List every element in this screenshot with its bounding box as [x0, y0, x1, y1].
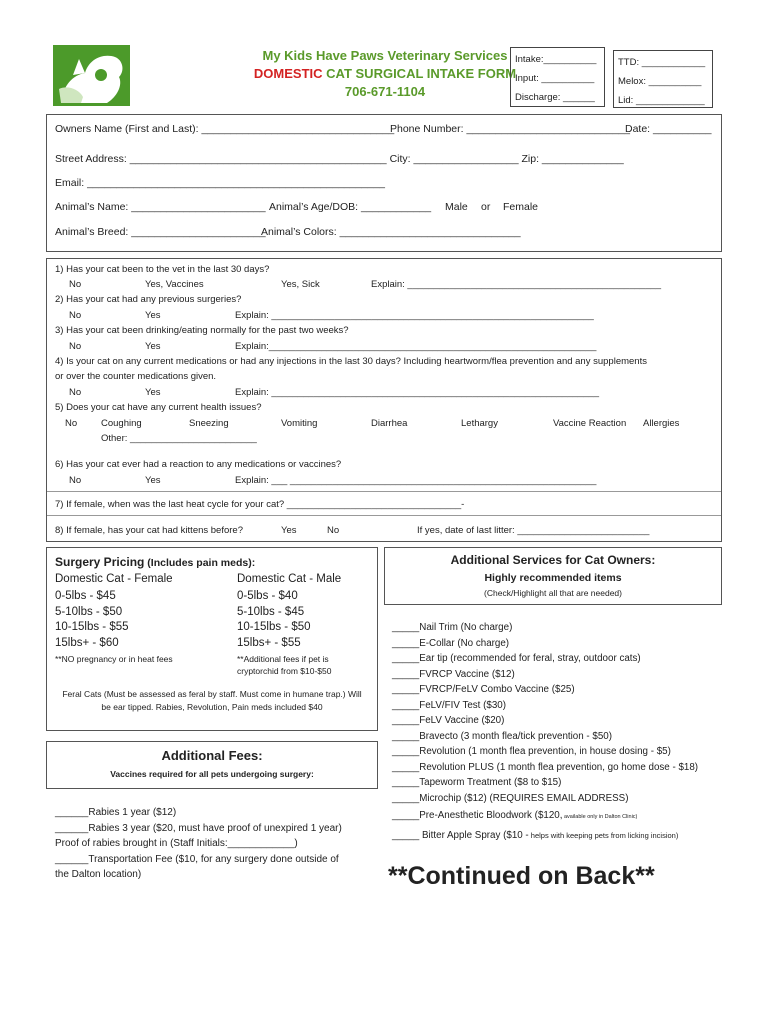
male-note: **Additional fees if pet is cryptorchid from $10-$50 [237, 654, 332, 676]
ttd-field[interactable]: TTD: ____________ [618, 57, 706, 68]
felv-vaccine-item[interactable]: _____FeLV Vaccine ($20) [392, 715, 505, 726]
sex-male-option[interactable]: Male [445, 201, 468, 213]
fvrcp-felv-combo-item[interactable]: _____FVRCP/FeLV Combo Vaccine ($25) [392, 684, 575, 695]
owner-name-field[interactable]: Owners Name (First and Last): _________________________________ [55, 123, 395, 135]
q4-no-option[interactable]: No [69, 387, 82, 398]
male-pricing-heading: Domestic Cat - Male [237, 573, 342, 585]
lid-field[interactable]: Lid: _____________ [618, 95, 705, 106]
revolution-plus-item[interactable]: _____Revolution PLUS (1 month flea prevention, go home dose - $18) [392, 761, 699, 773]
e-collar-item[interactable]: _____E-Collar (No charge) [392, 637, 510, 649]
q5-no-option[interactable]: No [65, 418, 78, 429]
bloodwork-item[interactable] [392, 808, 698, 826]
q8-yes-option[interactable]: Yes [281, 525, 297, 536]
divider [47, 515, 721, 516]
ear-tip-item[interactable]: _____Ear tip (recommended for feral, stray, outdoor cats) [392, 653, 641, 664]
date-field[interactable]: Date: __________ [625, 123, 712, 135]
q6-explain-field[interactable]: Explain: ___ __________________________________________________________ [235, 475, 597, 486]
felv-fiv-test-item[interactable]: _____FeLV/FIV Test ($30) [392, 699, 506, 711]
q6-no-option[interactable]: No [69, 475, 82, 486]
surgery-pricing-section [46, 547, 378, 731]
additional-fees-title: Additional Fees: [161, 748, 263, 763]
staff-box-intake [510, 47, 605, 107]
feral-cat-note: Feral Cats (Must be assessed as feral by staff. Must come in humane trap.) Will be ear tipped. Rabies, Revolution, Pain meds included $40 [62, 689, 362, 712]
form-title-domestic: DOMESTIC [253, 66, 323, 81]
additional-services-note: (Check/Highlight all that are needed) [484, 588, 622, 598]
input-field[interactable]: Input: __________ [515, 73, 595, 84]
q1-yes-vaccines-option[interactable]: Yes, Vaccines [145, 279, 204, 290]
male-price-item: 0-5lbs - $40 [237, 590, 298, 602]
pricing-title-sub: (Includes pain meds): [144, 557, 256, 569]
microchip-item[interactable]: _____Microchip ($12) (REQUIRES EMAIL ADDRESS) [392, 792, 629, 804]
q1-no-option[interactable]: No [69, 279, 82, 290]
fvrcp-vaccine-item[interactable]: _____FVRCP Vaccine ($12) [392, 668, 515, 680]
rabies-3-year-item[interactable]: ______Rabies 3 year ($20, must have proof of unexpired 1 year) [55, 822, 342, 834]
clinic-logo [53, 45, 130, 106]
melox-field[interactable]: Melox: __________ [618, 76, 702, 87]
female-note: **NO pregnancy or in heat fees [55, 654, 173, 664]
q3-no-option[interactable]: No [69, 341, 82, 352]
question-5: 5) Does your cat have any current health issues? [55, 402, 262, 413]
animal-colors-field[interactable]: Animal’s Colors: _______________________________ [261, 226, 521, 238]
female-price-list [55, 589, 129, 651]
staff-box-ttd [613, 50, 713, 108]
female-price-item: 5-10lbs - $50 [55, 605, 123, 618]
email-field[interactable]: Email: ___________________________________________________ [55, 177, 385, 189]
q5-vaccine-reaction-option[interactable]: Vaccine Reaction [553, 418, 627, 429]
question-4: 4) Is your cat on any current medications or had any injections in the last 30 days? Including heartworm/flea prevention and any supplements [55, 356, 647, 367]
bitter-apple-item[interactable] [392, 828, 698, 844]
q8-no-option[interactable]: No [327, 525, 340, 536]
male-price-item: 15lbs+ - $55 [237, 636, 301, 649]
q5-vomiting-option[interactable]: Vomiting [281, 418, 318, 429]
phone-number-field[interactable]: Phone Number: ____________________________ [390, 123, 630, 135]
bravecto-item[interactable]: _____Bravecto (3 month flea/tick prevention - $50) [392, 730, 613, 742]
q1-yes-sick-option[interactable]: Yes, Sick [281, 279, 320, 290]
q2-explain-field[interactable]: Explain: _____________________________________________________________ [235, 310, 594, 321]
bitter-apple-note: helps with keeping pets from licking incision) [528, 830, 679, 840]
female-pricing-heading: Domestic Cat - Female [55, 573, 173, 585]
q4-yes-option[interactable]: Yes [145, 387, 161, 398]
q5-coughing-option[interactable]: Coughing [101, 418, 142, 429]
discharge-field[interactable]: Discharge: ______ [515, 92, 595, 103]
q5-diarrhea-option[interactable]: Diarrhea [371, 418, 408, 429]
clinic-phone: 706-671-1104 [344, 84, 426, 99]
additional-services-title: Additional Services for Cat Owners: [450, 553, 656, 567]
question-7-heat-cycle-field[interactable]: 7) If female, when was the last heat cycle for your cat? _________________________________- [55, 499, 465, 510]
street-address-field[interactable]: Street Address: ____________________________________________ City: __________________ Zip: ______________ [55, 153, 624, 165]
q3-explain-field[interactable]: Explain:______________________________________________________________ [235, 341, 597, 352]
animal-name-field[interactable]: Animal’s Name: _______________________ [55, 201, 266, 213]
male-price-item: 5-10lbs - $45 [237, 605, 305, 618]
question-3: 3) Has your cat been drinking/eating normally for the past two weeks? [55, 325, 349, 336]
owner-info-section [46, 114, 722, 252]
clinic-name: My Kids Have Paws Veterinary Services [262, 48, 508, 63]
additional-fees-header [46, 741, 378, 789]
question-6: 6) Has your cat ever had a reaction to any medications or vaccines? [55, 459, 342, 470]
rabies-1-year-item[interactable]: ______Rabies 1 year ($12) [55, 807, 177, 818]
health-questions-section [46, 258, 722, 542]
divider [47, 491, 721, 492]
q2-no-option[interactable]: No [69, 310, 82, 321]
female-price-item: 10-15lbs - $55 [55, 621, 129, 633]
bloodwork-note: available only in Dalton Clinic) [562, 814, 638, 820]
additional-services-subtitle: Highly recommended items [484, 572, 622, 584]
q5-allergies-option[interactable]: Allergies [643, 418, 680, 429]
animal-age-field[interactable]: Animal’s Age/DOB: ____________ [269, 201, 432, 213]
additional-fees-list [55, 805, 342, 883]
transportation-fee-item[interactable]: ______Transportation Fee ($10, for any surgery done outside of [55, 853, 339, 865]
additional-fees-subtitle: Vaccines required for all pets undergoing surgery: [110, 769, 314, 779]
pricing-title [55, 555, 255, 569]
intake-field[interactable]: Intake:__________ [515, 54, 597, 65]
female-price-item: 15lbs+ - $60 [55, 636, 119, 649]
nail-trim-item[interactable]: _____Nail Trim (No charge) [392, 622, 513, 633]
rabies-proof-item[interactable]: Proof of rabies brought in (Staff Initials:____________) [55, 838, 298, 850]
continued-on-back: **Continued on Back** [388, 862, 655, 890]
bitter-apple-label: _____ Bitter Apple Spray ($10 - [392, 829, 529, 841]
sex-or-label: or [481, 201, 491, 213]
transportation-fee-cont: the Dalton location) [55, 869, 142, 881]
q5-sneezing-option[interactable]: Sneezing [189, 418, 229, 429]
male-price-list [237, 589, 311, 651]
form-title [240, 66, 530, 81]
female-price-item: 0-5lbs - $45 [55, 590, 116, 602]
question-4-cont: or over the counter medications given. [55, 371, 217, 382]
sex-female-option[interactable]: Female [503, 201, 539, 213]
q3-yes-option[interactable]: Yes [145, 341, 161, 352]
revolution-item[interactable]: _____Revolution (1 month flea prevention, in house dosing - $5) [392, 746, 671, 757]
q5-other-field[interactable]: Other: ________________________ [101, 433, 257, 444]
tapeworm-item[interactable]: _____Tapeworm Treatment ($8 to $15) [392, 777, 562, 788]
male-price-item: 10-15lbs - $50 [237, 621, 311, 633]
bloodwork-label: _____Pre-Anesthetic Bloodwork ($120, [392, 810, 563, 821]
pricing-title-main: Surgery Pricing [55, 555, 145, 569]
q1-explain-field[interactable]: Explain: ________________________________________________ [371, 279, 662, 290]
pets-silhouette-icon [53, 45, 130, 106]
q5-lethargy-option[interactable]: Lethargy [461, 418, 498, 429]
form-title-rest: CAT SURGICAL INTAKE FORM [322, 66, 517, 81]
q8-litter-date-field[interactable]: If yes, date of last litter: _________________________ [417, 525, 650, 536]
additional-services-list [392, 620, 698, 843]
additional-services-header [384, 547, 722, 605]
q6-yes-option[interactable]: Yes [145, 475, 161, 486]
question-1: 1) Has your cat been to the vet in the last 30 days? [55, 264, 270, 275]
q2-yes-option[interactable]: Yes [145, 310, 161, 321]
q4-explain-field[interactable]: Explain: ______________________________________________________________ [235, 387, 600, 398]
animal-breed-field[interactable]: Animal’s Breed: _______________________ [55, 226, 266, 238]
question-2: 2) Has your cat had any previous surgeries? [55, 294, 242, 305]
question-8: 8) If female, has your cat had kittens before? [55, 525, 243, 536]
